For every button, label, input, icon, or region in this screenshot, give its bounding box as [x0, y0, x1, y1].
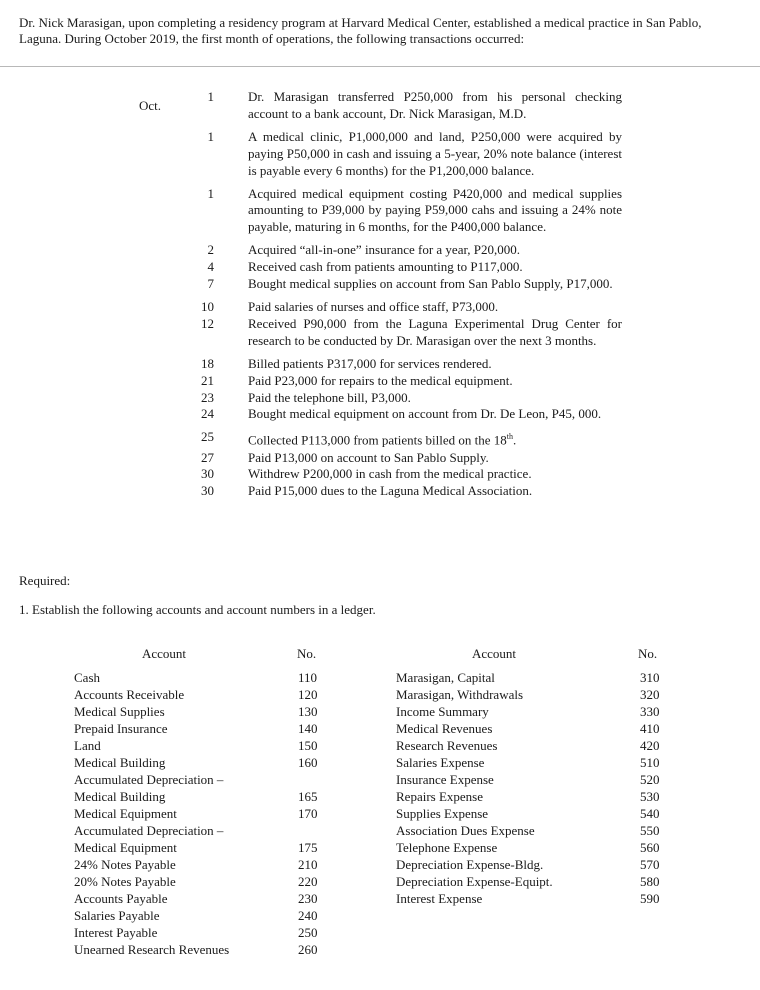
- account-name: Salaries Expense: [396, 755, 485, 770]
- account-number: 170: [298, 806, 318, 821]
- transaction-row: [186, 406, 626, 423]
- account-number: 210: [298, 857, 318, 872]
- account-number: 110: [298, 670, 318, 685]
- account-number: 560: [640, 840, 660, 855]
- transaction-text: Paid the telephone bill, P3,000.: [248, 389, 411, 405]
- account-name: Telephone Expense: [396, 840, 498, 855]
- transaction-list: [186, 89, 626, 500]
- account-name: Supplies Expense: [396, 806, 489, 821]
- account-number: 130: [298, 704, 318, 719]
- account-name: Interest Expense: [396, 891, 483, 906]
- account-name: Association Dues Expense: [396, 823, 535, 838]
- transaction-text: Bought medical supplies on account from San Pablo Supply, P17,000.: [248, 276, 613, 292]
- divider: [0, 66, 760, 67]
- transaction-row: [186, 89, 626, 123]
- account-name: Unearned Research Revenues: [74, 942, 230, 957]
- account-name: Depreciation Expense-Bldg.: [396, 857, 544, 872]
- account-name: Accounts Payable: [74, 891, 168, 906]
- account-name: Accounts Receivable: [74, 687, 185, 702]
- transaction-day: 1: [207, 128, 214, 144]
- account-name: Research Revenues: [396, 738, 498, 753]
- account-number: 175: [298, 840, 318, 855]
- account-name: Accumulated Depreciation –: [74, 772, 224, 787]
- transaction-text: Acquired “all-in-one” insurance for a year, P20,000.: [248, 242, 521, 258]
- account-name: Cash: [74, 670, 100, 685]
- transaction-text: A medical clinic, P1,000,000 and land, P250,000 were acquired by paying P50,000 in cash and issuing a 5-year, 20% note balance (interest is payable every 6 months) for the P1,200,000 balance.: [248, 128, 622, 178]
- account-name: Insurance Expense: [396, 772, 494, 787]
- account-number: 570: [640, 857, 660, 872]
- account-number: 510: [640, 755, 660, 770]
- transaction-text: Paid salaries of nurses and office staff, P73,000.: [248, 298, 499, 314]
- left-no-header: No.: [297, 646, 317, 661]
- transaction-row: [186, 450, 626, 467]
- account-number: 420: [640, 738, 660, 753]
- account-name: Marasigan, Withdrawals: [396, 687, 524, 702]
- transaction-day: 23: [201, 389, 214, 405]
- transaction-day: 18: [201, 355, 214, 371]
- transaction-text: Paid P13,000 on account to San Pablo Supply.: [248, 449, 489, 465]
- account-number: 140: [298, 721, 318, 736]
- account-number: 120: [298, 687, 318, 702]
- transaction-row: [186, 276, 626, 293]
- transaction-day: 25: [201, 429, 214, 445]
- account-number: [298, 822, 318, 839]
- right-account-header: Account: [472, 646, 517, 661]
- transaction-row: [186, 129, 626, 180]
- account-number: 550: [640, 823, 660, 838]
- account-name: Depreciation Expense-Equipt.: [396, 874, 553, 889]
- account-name: Medical Supplies: [74, 704, 165, 719]
- account-number: 310: [640, 670, 660, 685]
- transaction-text: Withdrew P200,000 in cash from the medical practice.: [248, 466, 532, 482]
- transaction-row: [186, 242, 626, 259]
- transaction-day: 2: [207, 242, 214, 258]
- account-number: 330: [640, 704, 660, 719]
- transaction-text: Paid P23,000 for repairs to the medical equipment.: [248, 372, 513, 388]
- account-name: Medical Building: [74, 789, 166, 804]
- account-name: 24% Notes Payable: [74, 857, 176, 872]
- transaction-row: [186, 466, 626, 483]
- account-name: Prepaid Insurance: [74, 721, 168, 736]
- account-name: Medical Revenues: [396, 721, 493, 736]
- month-label: Oct.: [139, 98, 162, 113]
- account-number: 530: [640, 789, 660, 804]
- transaction-day: 1: [207, 89, 214, 104]
- transaction-day: 1: [207, 185, 214, 201]
- account-number: 410: [640, 721, 660, 736]
- account-number: 220: [298, 874, 318, 889]
- account-name: Land: [74, 738, 101, 753]
- transaction-text: Collected P113,000 from patients billed on the 18th.: [248, 432, 517, 448]
- transaction-row: [186, 356, 626, 373]
- account-number: 230: [298, 891, 318, 906]
- transaction-row: [186, 299, 626, 316]
- account-number: 165: [298, 789, 318, 804]
- transaction-day: 27: [201, 449, 214, 465]
- transaction-text: Billed patients P317,000 for services rendered.: [248, 355, 492, 371]
- transaction-day: 7: [207, 276, 214, 292]
- account-name: 20% Notes Payable: [74, 874, 176, 889]
- step-1-instruction: 1. Establish the following accounts and account numbers in a ledger.: [19, 602, 376, 617]
- left-account-list: [74, 669, 229, 958]
- transaction-row: [186, 259, 626, 276]
- left-number-list: [298, 669, 318, 958]
- transaction-text: Bought medical equipment on account from Dr. De Leon, P45, 000.: [248, 406, 602, 422]
- account-name: Marasigan, Capital: [396, 670, 495, 685]
- account-number: 150: [298, 738, 318, 753]
- account-name: Medical Equipment: [74, 806, 177, 821]
- right-account-list: [396, 669, 553, 907]
- transaction-day: 10: [201, 298, 214, 314]
- transaction-row: [186, 316, 626, 350]
- account-name: Repairs Expense: [396, 789, 484, 804]
- account-number: 320: [640, 687, 660, 702]
- transaction-day: 4: [207, 259, 214, 275]
- transaction-day: 30: [201, 483, 214, 499]
- transaction-text: Received cash from patients amounting to P117,000.: [248, 259, 523, 275]
- account-number: 260: [298, 942, 318, 957]
- transaction-row: [186, 373, 626, 390]
- right-number-list: [640, 669, 660, 907]
- transaction-day: 12: [201, 315, 214, 331]
- account-name: Medical Equipment: [74, 840, 177, 855]
- account-number: 250: [298, 925, 318, 940]
- account-number: 540: [640, 806, 660, 821]
- transaction-day: 21: [201, 372, 214, 388]
- transaction-day: 24: [201, 406, 214, 422]
- left-account-header: Account: [142, 646, 187, 661]
- account-number: 590: [640, 891, 660, 906]
- transaction-row: [186, 429, 626, 449]
- account-name: Salaries Payable: [74, 908, 160, 923]
- account-number: [298, 771, 318, 788]
- intro-paragraph: Dr. Nick Marasigan, upon completing a residency program at Harvard Medical Center, established a medical practice in San Pablo, Laguna. During October 2019, the first month of operations, the following transactions occurred:: [19, 15, 702, 46]
- account-number: 520: [640, 772, 660, 787]
- account-name: Interest Payable: [74, 925, 158, 940]
- account-name: Accumulated Depreciation –: [74, 823, 224, 838]
- transaction-row: [186, 483, 626, 500]
- required-heading: Required:: [19, 573, 71, 588]
- transaction-row: [186, 390, 626, 407]
- account-number: 580: [640, 874, 660, 889]
- right-no-header: No.: [638, 646, 658, 661]
- transaction-day: 30: [201, 466, 214, 482]
- account-number: 240: [298, 908, 318, 923]
- transaction-row: [186, 186, 626, 237]
- account-number: 160: [298, 755, 318, 770]
- transaction-text: Acquired medical equipment costing P420,000 and medical supplies amounting to P39,000 by paying P59,000 cahs and issuing a 24% note payable, maturing in 6 months, for the P400,000 balance.: [248, 185, 622, 235]
- account-name: Income Summary: [396, 704, 489, 719]
- transaction-text: Paid P15,000 dues to the Laguna Medical Association.: [248, 483, 533, 499]
- transaction-text: Received P90,000 from the Laguna Experimental Drug Center for research to be conducted by Dr. Marasigan over the next 3 months.: [248, 315, 622, 348]
- transaction-text: Dr. Marasigan transferred P250,000 from his personal checking account to a bank account, Dr. Nick Marasigan, M.D.: [248, 89, 622, 121]
- account-name: Medical Building: [74, 755, 166, 770]
